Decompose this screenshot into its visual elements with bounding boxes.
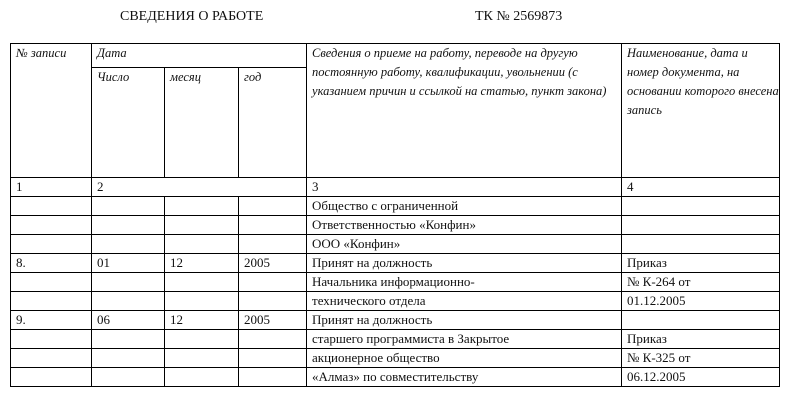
info-cell: Принят на должность (307, 254, 622, 273)
document-cell: 06.12.2005 (622, 368, 780, 387)
tk-number: ТК № 2569873 (475, 9, 563, 24)
header-record-no: № записи (11, 44, 92, 178)
info-cell: Общество с ограниченной (307, 197, 622, 216)
year-cell (239, 235, 307, 254)
table-row (11, 311, 780, 330)
year-cell (239, 216, 307, 235)
record-no-cell (11, 235, 92, 254)
column-number: 3 (307, 178, 622, 197)
month-cell (165, 368, 239, 387)
table-row (11, 197, 780, 216)
header-date: Дата (92, 44, 307, 68)
info-cell: ООО «Конфин» (307, 235, 622, 254)
month-cell (165, 330, 239, 349)
month-cell (165, 235, 239, 254)
month-cell (165, 349, 239, 368)
document-cell (622, 235, 780, 254)
month-cell (165, 292, 239, 311)
document-title: СВЕДЕНИЯ О РАБОТЕ (120, 9, 264, 24)
month-cell: 12 (165, 254, 239, 273)
record-no-cell: 9. (11, 311, 92, 330)
column-number: 1 (11, 178, 92, 197)
year-cell (239, 273, 307, 292)
year-cell (239, 349, 307, 368)
table-row (11, 273, 780, 292)
day-cell (92, 368, 165, 387)
month-cell (165, 216, 239, 235)
header-info: Сведения о приеме на работу, переводе на другую постоянную работу, квалификации, увольнении (с указанием причин и ссылкой на статью, пункт закона) (307, 44, 622, 178)
day-cell (92, 349, 165, 368)
info-cell: технического отдела (307, 292, 622, 311)
info-cell: «Алмаз» по совместительству (307, 368, 622, 387)
column-number: 4 (622, 178, 780, 197)
day-cell (92, 197, 165, 216)
header-month: месяц (165, 68, 239, 178)
day-cell: 01 (92, 254, 165, 273)
record-no-cell (11, 368, 92, 387)
column-number-row (11, 178, 780, 197)
info-cell: акционерное общество (307, 349, 622, 368)
month-cell: 12 (165, 311, 239, 330)
year-cell (239, 368, 307, 387)
document-cell (622, 197, 780, 216)
document-cell: 01.12.2005 (622, 292, 780, 311)
day-cell (92, 330, 165, 349)
month-cell (165, 197, 239, 216)
header-document: Наименование, дата и номер документа, на основании которого внесена запись (622, 44, 780, 178)
table-row (11, 292, 780, 311)
day-cell (92, 292, 165, 311)
table-row (11, 216, 780, 235)
document-cell: Приказ (622, 330, 780, 349)
document-cell: № К-325 от (622, 349, 780, 368)
column-number: 2 (92, 178, 307, 197)
record-no-cell: 8. (11, 254, 92, 273)
table-row (11, 235, 780, 254)
year-cell (239, 330, 307, 349)
record-no-cell (11, 197, 92, 216)
work-record-table (10, 43, 780, 387)
header-year: год (239, 68, 307, 178)
info-cell: Ответственностью «Конфин» (307, 216, 622, 235)
record-no-cell (11, 273, 92, 292)
table-row (11, 349, 780, 368)
info-cell: старшего программиста в Закрытое (307, 330, 622, 349)
info-cell: Начальника информационно- (307, 273, 622, 292)
document-cell (622, 216, 780, 235)
year-cell (239, 292, 307, 311)
day-cell (92, 216, 165, 235)
day-cell: 06 (92, 311, 165, 330)
year-cell: 2005 (239, 311, 307, 330)
day-cell (92, 235, 165, 254)
info-cell: Принят на должность (307, 311, 622, 330)
header-day: Число (92, 68, 165, 178)
document-cell (622, 311, 780, 330)
table-row (11, 330, 780, 349)
document-cell: № К-264 от (622, 273, 780, 292)
day-cell (92, 273, 165, 292)
table-row (11, 254, 780, 273)
record-no-cell (11, 216, 92, 235)
record-no-cell (11, 349, 92, 368)
year-cell: 2005 (239, 254, 307, 273)
table-row (11, 368, 780, 387)
year-cell (239, 197, 307, 216)
record-no-cell (11, 292, 92, 311)
month-cell (165, 273, 239, 292)
document-cell: Приказ (622, 254, 780, 273)
record-no-cell (11, 330, 92, 349)
